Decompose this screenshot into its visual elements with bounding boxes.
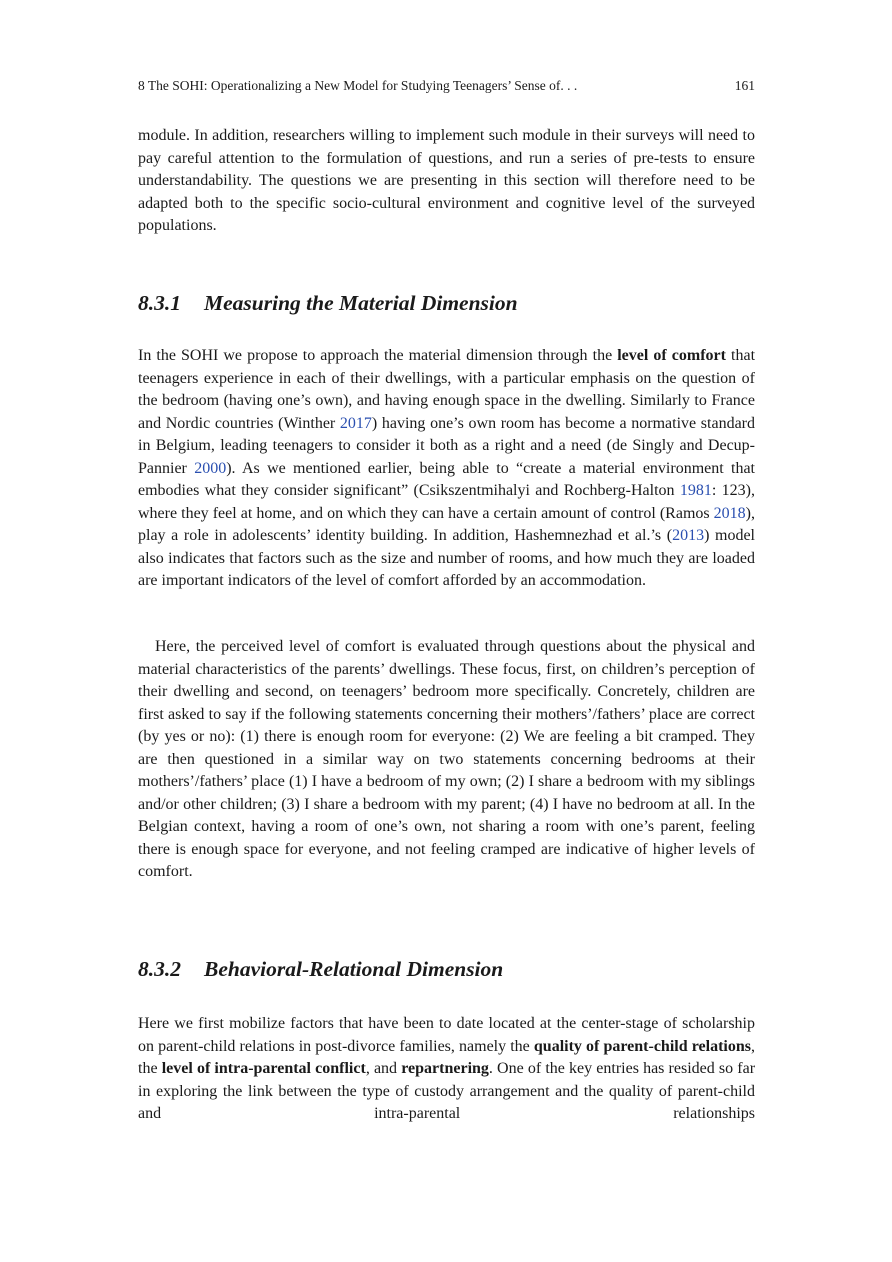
text-run: In the SOHI we propose to approach the material dimension through the	[138, 347, 618, 364]
running-head	[138, 78, 755, 94]
section-title: Behavioral-Relational Dimension	[204, 957, 504, 981]
paragraph-behavioral-1	[138, 1013, 755, 1126]
page-number: 161	[734, 78, 755, 93]
chapter-title: 8 The SOHI: Operationalizing a New Model for Studying Teenagers’ Sense of. . .	[138, 78, 578, 93]
section-heading-8-3-1	[138, 291, 755, 316]
citation-link[interactable]: 2000	[194, 459, 227, 477]
text-run: , and	[365, 1060, 402, 1077]
section-number: 8.3.1	[138, 291, 181, 315]
text-run: : 123), where they feel at home, and on which they can have a certain amount of control (Ramos	[138, 482, 755, 522]
section-number: 8.3.2	[138, 957, 181, 981]
paragraph-material-1	[138, 345, 755, 593]
text-run: ) having one’s own room has become a normative standard in Belgium, leading teenagers to consider it both as a right and a need (de Singly and Decup-Pannier	[138, 414, 755, 477]
text-run: Here we first mobilize factors that have been to date located at the center-stage of scholarship on parent-child relations in post-divorce families, namely the	[138, 1015, 755, 1055]
citation-link[interactable]: 2018	[713, 504, 746, 522]
intro-paragraph: module. In addition, researchers willing to implement such module in their surveys will need to pay careful attention to the formulation of questions, and run a series of pre-tests to ensure understandability. The questions we are presenting in this section will therefore need to be adapted both to the specific socio-cultural environment and cognitive level of the surveyed populations.	[138, 127, 755, 234]
bold-term: level of intra-parental conflict	[161, 1060, 366, 1077]
citation-link[interactable]: 2013	[672, 527, 705, 544]
paragraph-material-2: Here, the perceived level of comfort is evaluated through questions about the physical and material characteristics of the parents’ dwellings. These focus, first, on children’s perception of their dwelling and second, on teenagers’ bedroom more specifically. Concretely, children are first asked to say if the following statements concerning their mothers’/fathers’ place are correct (by yes or no): (1) there is enough room for everyone: (2) We are feeling a bit cramped. They are then questioned in a similar way on two statements concerning bedrooms at their mothers’/fathers’ place (1) I have a bedroom of my own; (2) I share a bedroom with my siblings and/or other children; (3) I share a bedroom with my parent; (4) I have no bedroom at all. In the Belgian context, having a room of one’s own, not sharing a room with one’s parent, feeling there is enough space for everyone, and not feeling cramped are indicative of higher levels of comfort.	[138, 638, 755, 880]
text-run: that teenagers experience in each of their dwellings, with a particular emphasis on the question of the bedroom (having one’s own), and having enough space in the dwelling. Similarly to France and Nordic countries (Winther	[138, 347, 756, 432]
text-run: , the	[138, 1037, 755, 1077]
citation-link[interactable]: 1981	[679, 482, 712, 499]
section-heading-8-3-2	[138, 957, 755, 982]
section-title: Measuring the Material Dimension	[204, 291, 518, 315]
bold-term: quality of parent-child relations	[533, 1037, 751, 1055]
bold-term: level of comfort	[617, 347, 726, 364]
text-run: ). As we mentioned earlier, being able to “create a material environment that embodies what they consider significant” (Csikszentmihalyi and Rochberg-Halton	[138, 459, 755, 499]
text-run: ) model also indicates that factors such as the size and number of rooms, and how much they are loaded are important indicators of the level of comfort afforded by an accommodation.	[138, 527, 755, 589]
text-run: ), play a role in adolescents’ identity building. In addition, Hashemnezhad et al.’s (	[138, 504, 755, 544]
text-run: . One of the key entries has resided so far in exploring the link between the type of custody arrangement and the quality of parent-child and intra-parental relationships	[138, 1060, 756, 1122]
citation-link[interactable]: 2017	[339, 414, 372, 432]
bold-term: repartnering	[401, 1060, 489, 1077]
